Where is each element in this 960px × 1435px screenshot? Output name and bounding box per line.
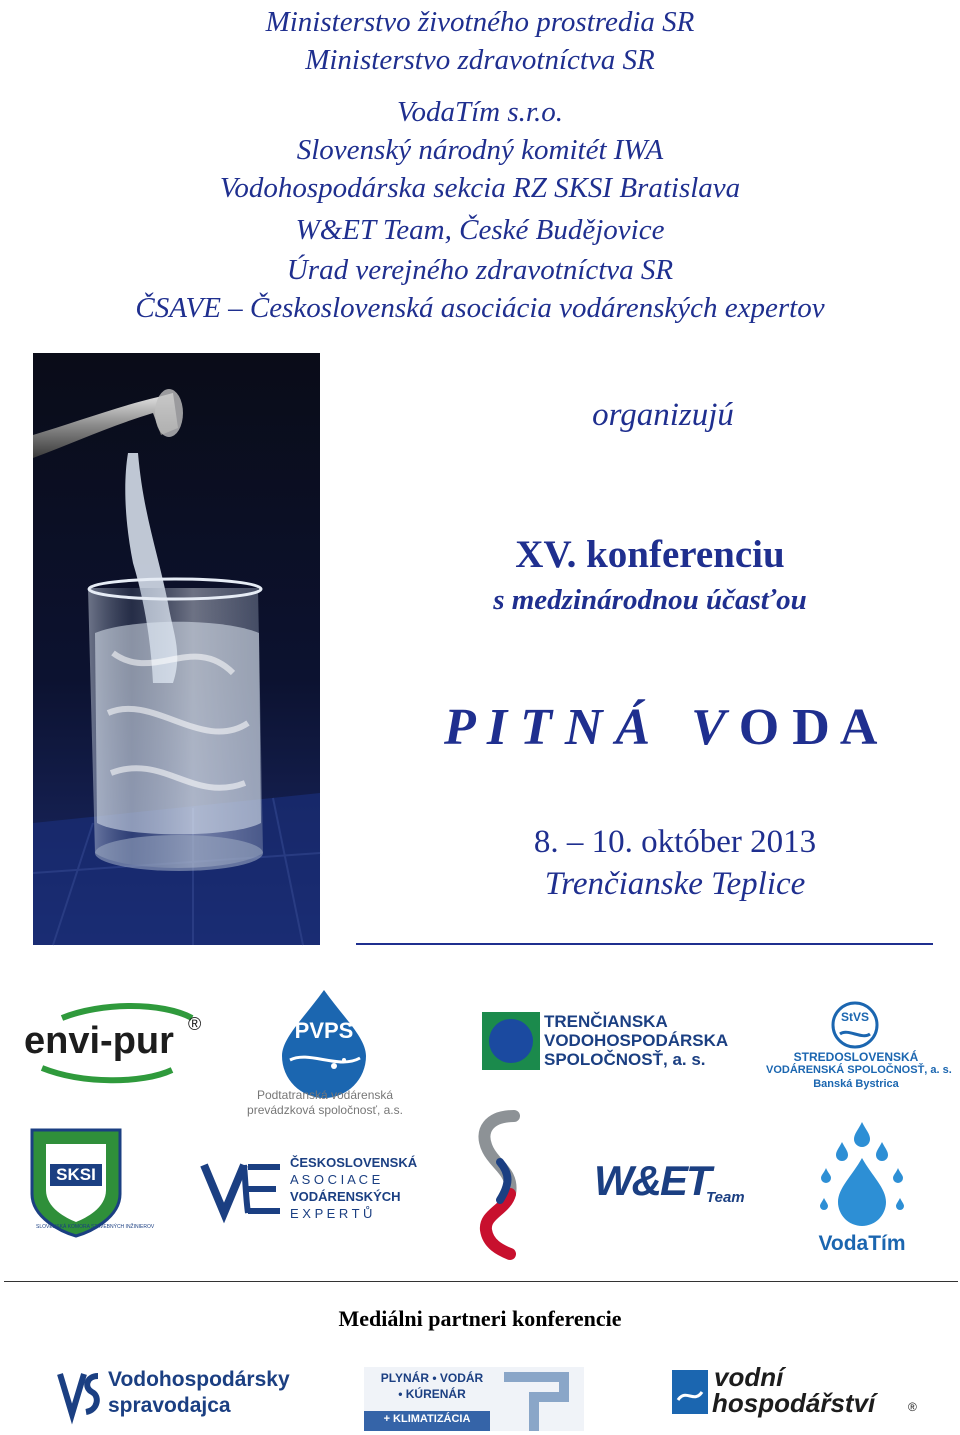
health-ministry-emblem — [470, 1110, 526, 1260]
vodohospodarsky-spravodajca-logo — [58, 1368, 288, 1422]
title-voda: V O D A — [691, 699, 878, 756]
csave-line2: A S O C I A C E — [290, 1172, 381, 1187]
wet-team-logo — [594, 1155, 752, 1215]
envipur-logo — [22, 1000, 212, 1090]
water-glass-photo — [33, 353, 320, 945]
sksi-abbr: SKSI — [56, 1165, 96, 1184]
csave-line1: ČESKOSLOVENSKÁ — [290, 1155, 418, 1170]
envipur-wordmark: envi-pur — [24, 1020, 174, 1062]
organizer-line: W&ET Team, České Budějovice — [295, 214, 665, 246]
vodatim-logo — [812, 1118, 912, 1260]
tvs-line2: VODOHOSPODÁRSKA — [544, 1031, 729, 1050]
stvs-logo — [766, 1000, 952, 1096]
vs-line2: spravodajca — [108, 1394, 231, 1417]
stvs-line1: STREDOSLOVENSKÁ — [793, 1050, 919, 1064]
sksi-ring-text: SLOVENSKÁ KOMORA STAVEBNÝCH INŽINIEROV — [36, 1224, 155, 1230]
pvk-line3: + KLIMATIZÁCIA — [383, 1413, 471, 1425]
organizer-line: Ministerstvo životného prostredia SR — [265, 6, 695, 38]
pvps-logo — [230, 988, 420, 1118]
stvs-line2: VODÁRENSKÁ SPOLOČNOSŤ, a. s. — [766, 1064, 952, 1076]
title-pitna: P I T N Á — [444, 699, 651, 756]
organize-verb: organizujú — [592, 397, 734, 433]
tvs-line1: TRENČIANSKA — [544, 1012, 668, 1031]
pvps-line2: prevádzková spoločnosť, a.s. — [247, 1103, 403, 1117]
conference-title — [430, 698, 930, 757]
pvk-line2: • KÚRENÁR — [398, 1387, 466, 1401]
envipur-registered-mark: ® — [188, 1014, 202, 1034]
stvs-abbr: StVS — [840, 1010, 869, 1024]
stvs-line3: Banská Bystrica — [813, 1078, 899, 1090]
vodatim-wordmark: VodaTím — [818, 1232, 906, 1255]
organizer-line: Slovenský národný komitét IWA — [296, 134, 664, 166]
csave-logo — [202, 1155, 418, 1225]
pvk-line1: PLYNÁR • VODÁR — [380, 1371, 484, 1385]
plynar-vodar-kurenar-logo — [364, 1367, 584, 1431]
organizer-line: ČSAVE – Československá asociácia vodárenských expertov — [135, 292, 825, 324]
vs-line1: Vodohospodársky — [108, 1368, 290, 1391]
conference-dates: 8. – 10. október 2013 — [533, 824, 817, 860]
conference-participation: s medzinárodnou účasťou — [493, 584, 807, 616]
wet-wordmark: W&ET — [594, 1157, 710, 1204]
organizer-line: VodaTím s.r.o. — [397, 96, 563, 128]
vh-line2: hospodářství — [712, 1388, 876, 1418]
csave-line3: VODÁRENSKÝCH — [290, 1189, 401, 1204]
wet-team-label: Team — [706, 1189, 745, 1206]
media-partners-heading: Mediálni partneri konferencie — [338, 1306, 622, 1331]
organizer-line: Ministerstvo zdravotníctva SR — [305, 44, 655, 76]
tvs-logo — [482, 1010, 742, 1072]
vh-line1: vodní — [714, 1362, 784, 1392]
title-voda-v: V — [691, 699, 726, 756]
conference-place: Trenčianske Teplice — [544, 866, 806, 902]
pvps-line1: Podtatranská vodárenská — [256, 1088, 394, 1102]
vh-registered-mark: ® — [908, 1400, 917, 1414]
tvs-line3: SPOLOČNOSŤ, a. s. — [544, 1050, 706, 1069]
conference-edition: XV. konferenciu — [515, 533, 785, 576]
sksi-logo — [30, 1128, 155, 1238]
organizer-line: Úrad verejného zdravotníctva SR — [286, 254, 674, 286]
media-divider — [4, 1281, 958, 1282]
organizer-line: Vodohospodárska sekcia RZ SKSI Bratislava — [219, 172, 741, 204]
pvps-abbr: PVPS — [294, 1018, 354, 1043]
vodni-hospodarstvi-logo — [672, 1362, 922, 1422]
divider-line — [356, 943, 933, 945]
csave-line4: E X P E R T Ů — [290, 1206, 373, 1221]
